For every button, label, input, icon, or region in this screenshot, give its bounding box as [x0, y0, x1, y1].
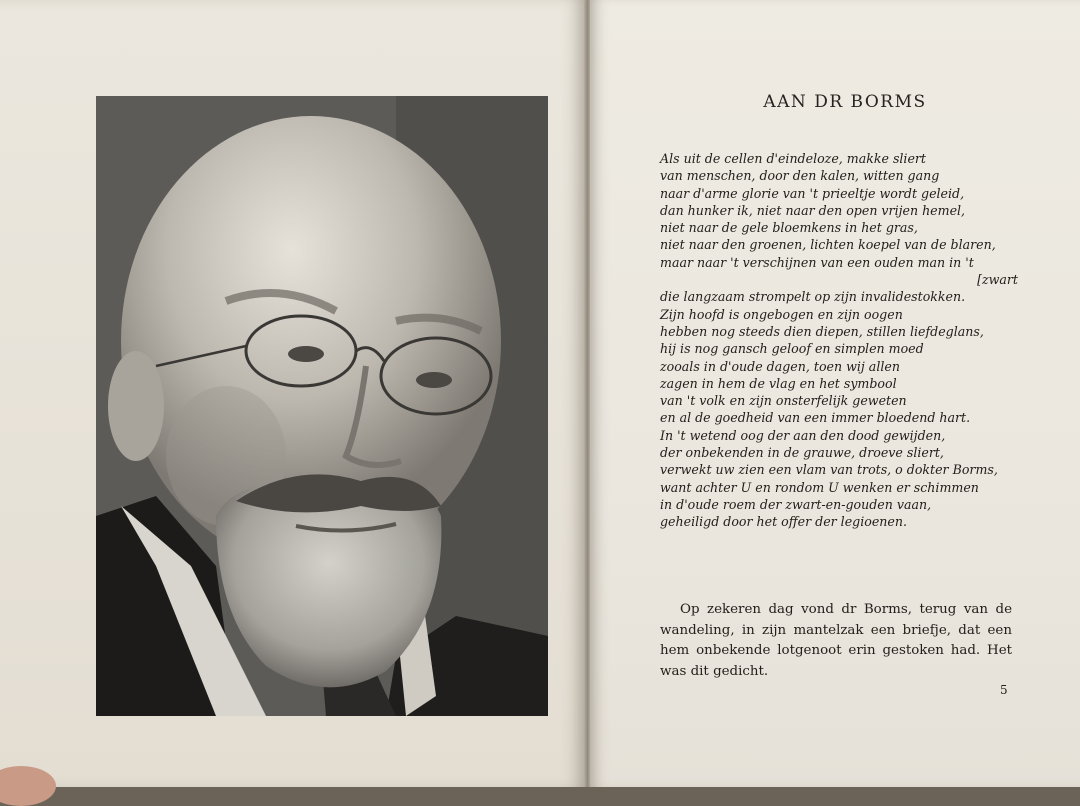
poem-line: maar naar 't verschijnen van een ouden man in 't — [660, 254, 974, 270]
poem-line: zooals in d'oude dagen, toen wij allen — [660, 358, 900, 374]
poem-line-overflow: [zwart — [977, 272, 1018, 288]
poem-line: geheiligd door het offer der legioenen. — [660, 514, 907, 530]
poem-line: verwekt uw zien een vlam van trots, o dokter Borms, — [660, 462, 998, 478]
poem-line: naar d'arme glorie van 't prieeltje wordt geleid, — [660, 185, 965, 201]
poem-line: die langzaam strompelt op zijn invalidestokken. — [660, 289, 966, 305]
poem-title: AAN DR BORMS — [763, 92, 927, 112]
poem-line: dan hunker ik, niet naar den open vrijen hemel, — [660, 202, 966, 218]
poem-line: hebben nog steeds dien diepen, stillen liefdeglans, — [660, 323, 984, 339]
poem-line: van menschen, door den kalen, witten gang — [660, 168, 940, 184]
poem-line: der onbekenden in de grauwe, droeve sliert, — [660, 445, 944, 461]
poem-line: in d'oude roem der zwart-en-gouden vaan, — [660, 496, 932, 512]
thumb-edge — [0, 766, 56, 806]
poem-line: en al de goedheid van een immer bloedend hart. — [660, 410, 971, 426]
poem-line: hij is nog gansch geloof en simplen moed — [660, 341, 924, 357]
poem-line: In 't wetend oog der aan den dood gewijden, — [660, 427, 946, 443]
poem-line: Als uit de cellen d'eindeloze, makke sliert — [660, 151, 926, 166]
page-number: 5 — [1000, 683, 1008, 697]
portrait-photo — [96, 96, 548, 716]
poem-line: want achter U en rondom U wenken er schimmen — [660, 479, 979, 495]
portrait-image — [96, 96, 548, 716]
prose-note: Op zekeren dag vond dr Borms, terug van de wandeling, in zijn mantelzak een briefje, dat een hem onbekende lotgenoot erin gestoken had. Het was dit gedicht. — [660, 602, 1012, 679]
poem-line: niet naar de gele bloemkens in het gras, — [660, 220, 918, 236]
poem-body — [660, 150, 1020, 531]
poem-line: Zijn hoofd is ongebogen en zijn oogen — [660, 306, 903, 322]
poem-line: van 't volk en zijn onsterfelijk geweten — [660, 393, 907, 409]
poem-line: zagen in hem de vlag en het symbool — [660, 375, 897, 391]
poem-line: niet naar den groenen, lichten koepel van de blaren, — [660, 237, 996, 253]
